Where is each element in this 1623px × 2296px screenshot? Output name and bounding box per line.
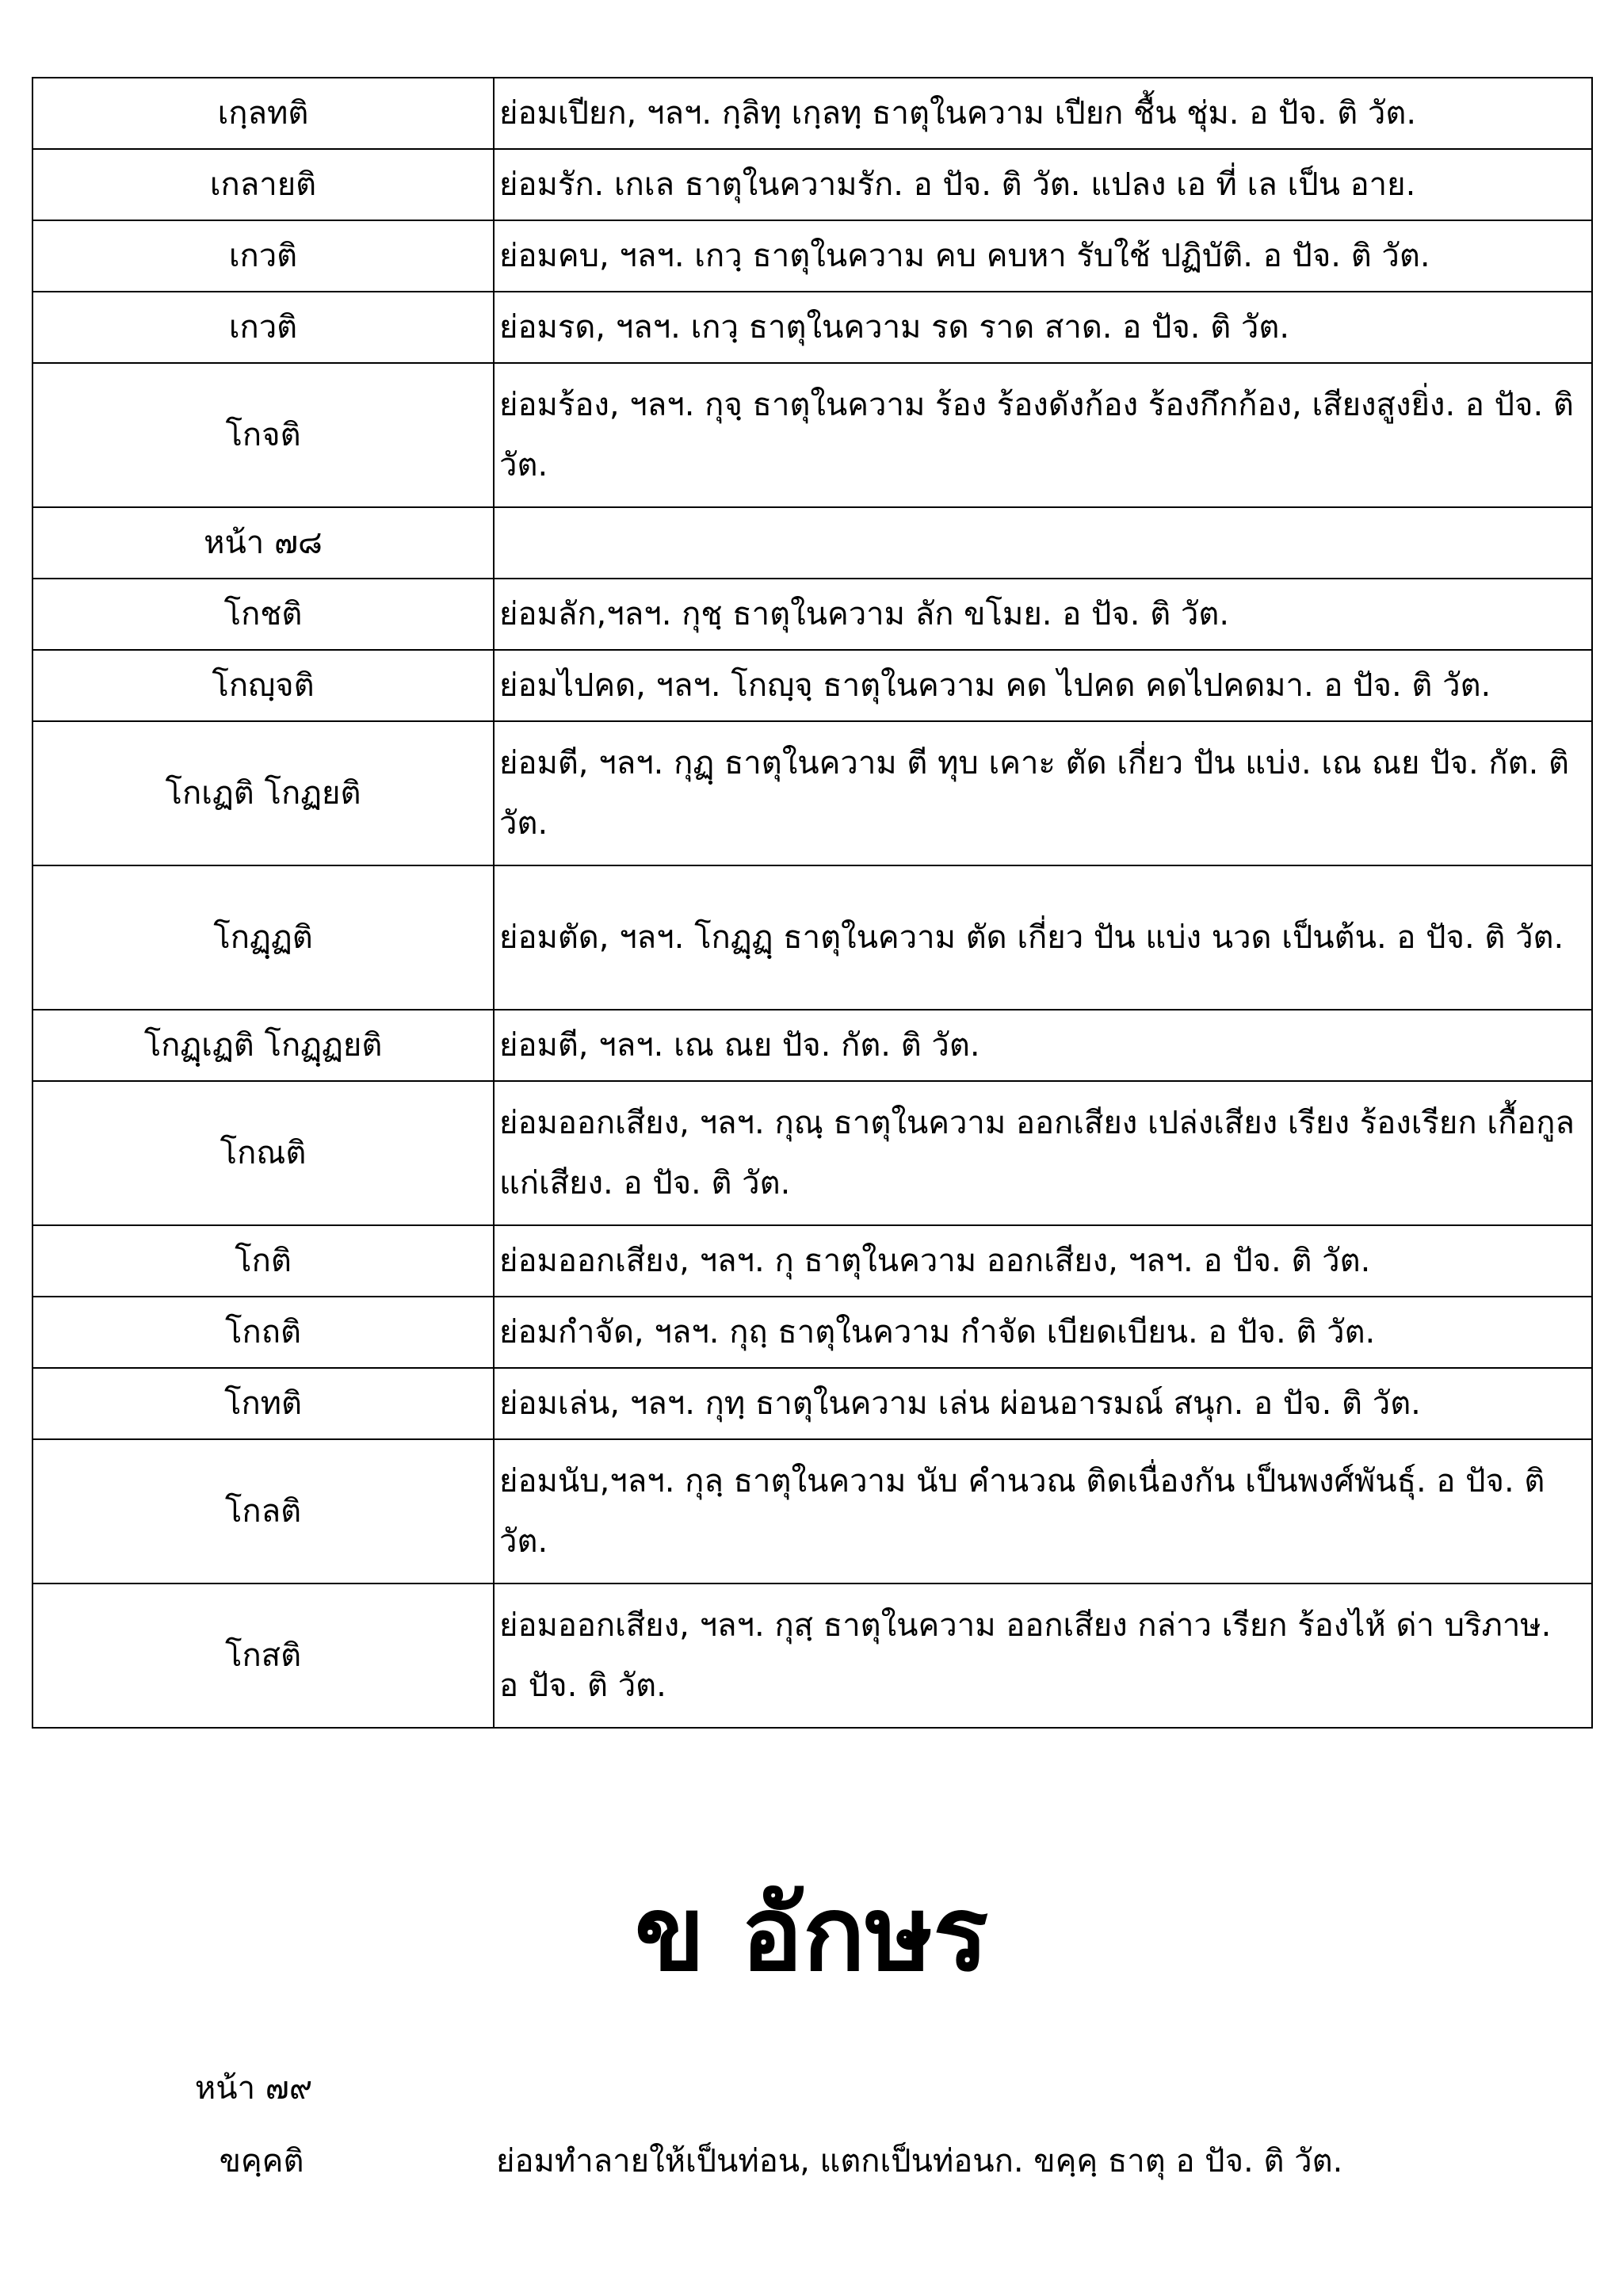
table-row [32, 1010, 1592, 1081]
entry-meaning: ย่อมทำลายให้เป็นท่อน, แตกเป็นท่อนก. ขคฺคฺ ธาตุ อ ปัจ. ติ วัต. [496, 2143, 1343, 2179]
table-row [32, 1081, 1592, 1225]
entry-meaning: ย่อมตัด, ฯลฯ. โกฏฺฏฺ ธาตุในความ ตัด เกี่ยว ปัน แบ่ง นวด เป็นต้น. อ ปัจ. ติ วัต. [494, 865, 1592, 1010]
table-row [32, 220, 1592, 292]
entry-word: หน้า ๗๘ [32, 507, 494, 579]
table-row [32, 507, 1592, 579]
entry-meaning: ย่อมคบ, ฯลฯ. เกวฺ ธาตุในความ คบ คบหา รับใช้ ปฏิบัติ. อ ปัจ. ติ วัต. [494, 220, 1592, 292]
entry-meaning: ย่อมไปคด, ฯลฯ. โกญฺจฺ ธาตุในความ คด ไปคด คดไปคดมา. อ ปัจ. ติ วัต. [494, 650, 1592, 721]
entry-meaning: ย่อมตี, ฯลฯ. กุฏฺ ธาตุในความ ตี ทุบ เคาะ ตัด เกี่ยว ปัน แบ่ง. เณ ณย ปัจ. กัต. ติ วัต. [494, 721, 1592, 865]
entry-meaning: ย่อมเล่น, ฯลฯ. กุทฺ ธาตุในความ เล่น ผ่อนอารมณ์ สนุก. อ ปัจ. ติ วัต. [494, 1368, 1592, 1439]
table-row [32, 78, 1592, 149]
table-row [32, 363, 1592, 507]
table-row [32, 579, 1592, 650]
table-row [32, 721, 1592, 865]
entry-word: โกทติ [32, 1368, 494, 1439]
entry-meaning: ย่อมเปียก, ฯลฯ. กฺลิทฺ เกฺลทฺ ธาตุในความ เปียก ชื้น ชุ่ม. อ ปัจ. ติ วัต. [494, 78, 1592, 149]
entry-meaning: ย่อมตี, ฯลฯ. เณ ณย ปัจ. กัต. ติ วัต. [494, 1010, 1592, 1081]
table-row [32, 1297, 1592, 1368]
table-row [32, 650, 1592, 721]
table-row [32, 292, 1592, 363]
entry-meaning: ย่อมออกเสียง, ฯลฯ. กุสฺ ธาตุในความ ออกเสียง กล่าว เรียก ร้องไห้ ด่า บริภาษ. อ ปัจ. ติ วัต. [494, 1584, 1592, 1728]
trailing-entry [0, 2134, 1623, 2189]
entry-meaning: ย่อมรัก. เกเล ธาตุในความรัก. อ ปัจ. ติ วัต. แปลง เอ ที่ เล เป็น อาย. [494, 149, 1592, 220]
entry-word: เกวติ [32, 220, 494, 292]
entry-word: โกจติ [32, 363, 494, 507]
entry-meaning: ย่อมร้อง, ฯลฯ. กุจฺ ธาตุในความ ร้อง ร้องดังก้อง ร้องกึกก้อง, เสียงสูงยิ่ง. อ ปัจ. ติ วัต. [494, 363, 1592, 507]
table-row [32, 1584, 1592, 1728]
table-row [32, 1225, 1592, 1297]
page-marker: หน้า ๗๙ [194, 2070, 313, 2107]
entry-word: โกถติ [32, 1297, 494, 1368]
table-body [32, 78, 1592, 1728]
entry-word: โกชติ [32, 579, 494, 650]
entry-word: โกฏฺเฏติ โกฏฺฏยติ [32, 1010, 494, 1081]
entry-meaning: ย่อมกำจัด, ฯลฯ. กุถฺ ธาตุในความ กำจัด เบียดเบียน. อ ปัจ. ติ วัต. [494, 1297, 1592, 1368]
entry-word: ขคฺคติ [219, 2143, 304, 2179]
entry-word: โกสติ [32, 1584, 494, 1728]
table-row [32, 1439, 1592, 1584]
entry-word: เกวติ [32, 292, 494, 363]
entry-word: โกญฺจติ [32, 650, 494, 721]
table-row [32, 149, 1592, 220]
entry-word: โกลติ [32, 1439, 494, 1584]
entry-meaning: ย่อมรด, ฯลฯ. เกวฺ ธาตุในความ รด ราด สาด. อ ปัจ. ติ วัต. [494, 292, 1592, 363]
entry-word: โกฏฺฏติ [32, 865, 494, 1010]
entry-word: โกเฏติ โกฏยติ [32, 721, 494, 865]
entry-meaning: ย่อมลัก,ฯลฯ. กุชฺ ธาตุในความ ลัก ขโมย. อ ปัจ. ติ วัต. [494, 579, 1592, 650]
entry-meaning: ย่อมนับ,ฯลฯ. กุลฺ ธาตุในความ นับ คำนวณ ติดเนื่องกัน เป็นพงศ์พันธุ์. อ ปัจ. ติ วัต. [494, 1439, 1592, 1584]
section-heading: ข อักษร [634, 1874, 989, 1994]
table-row [32, 865, 1592, 1010]
entry-word: โกณติ [32, 1081, 494, 1225]
entry-meaning: ย่อมออกเสียง, ฯลฯ. กุณฺ ธาตุในความ ออกเสียง เปล่งเสียง เรียง ร้องเรียก เกื้อกูลแก่เสียง. อ ปัจ. ติ วัต. [494, 1081, 1592, 1225]
entry-meaning [494, 507, 1592, 579]
entry-word: เกลายติ [32, 149, 494, 220]
entry-word: เกฺลทติ [32, 78, 494, 149]
table-row [32, 1368, 1592, 1439]
entry-word: โกติ [32, 1225, 494, 1297]
verb-definition-table [32, 77, 1593, 1729]
entry-meaning: ย่อมออกเสียง, ฯลฯ. กุ ธาตุในความ ออกเสียง, ฯลฯ. อ ปัจ. ติ วัต. [494, 1225, 1592, 1297]
